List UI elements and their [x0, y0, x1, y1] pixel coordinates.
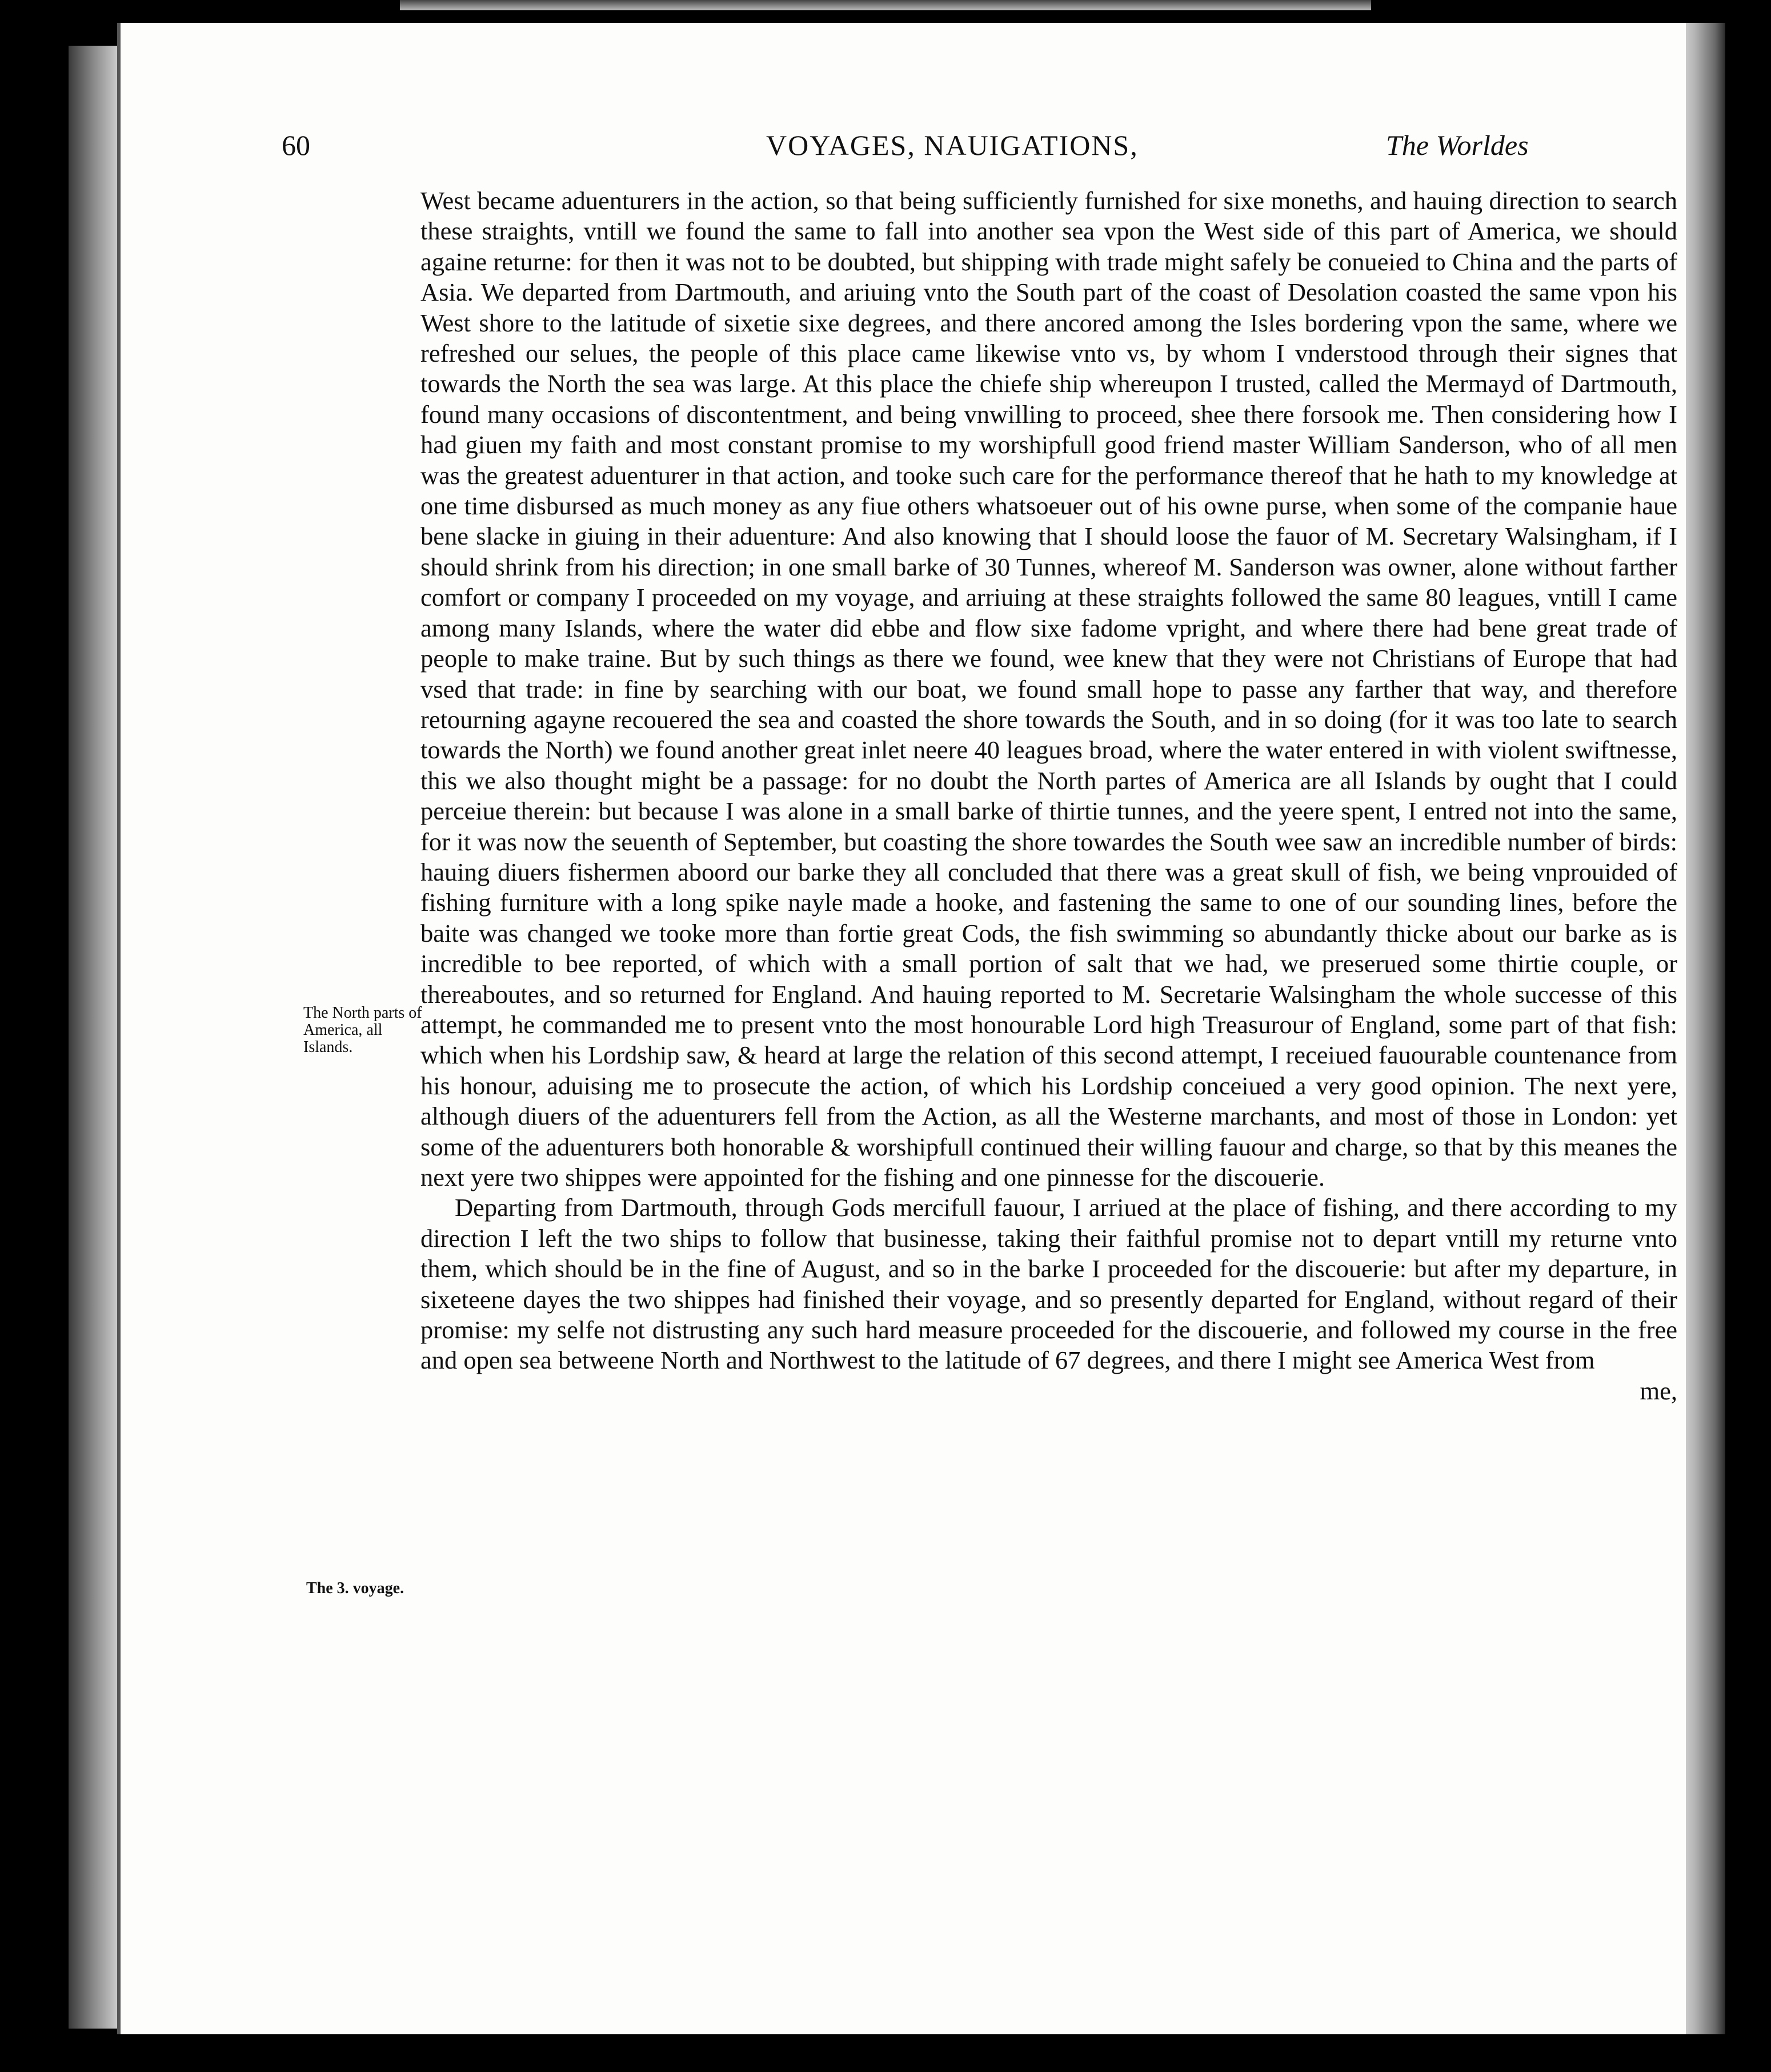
- margin-note-north-parts: The North parts of America, all Islands.: [303, 1004, 422, 1056]
- running-header: [121, 129, 1686, 174]
- running-title: VOYAGES, NAUIGATIONS,: [766, 129, 1139, 161]
- page-number: 60: [282, 129, 310, 161]
- paragraph: Departing from Dartmouth, through Gods mercifull fauour, I arriued at the place of fishing, and there according to my direction I left the two ships to follow that businesse, taking their faithful promise not to depart vntill my returne vnto them, which should be in the fine of August, and so in the barke I proceeded for the discouerie: but after my departure, in sixeteene dayes the two shippes had finished their voyage, and so presently departed for England, without regard of their promise: my selfe not distrusting any such hard measure proceeded for the discouerie, and followed my course in the free and open sea betweene North and Northwest to the latitude of 67 degrees, and there I might see America West from: [420, 1193, 1677, 1375]
- running-title-continuation: The Worldes: [1386, 129, 1529, 161]
- catchword: me,: [1640, 1376, 1677, 1405]
- page-top-edge: [400, 0, 1371, 10]
- margin-note-third-voyage: The 3. voyage.: [306, 1579, 404, 1597]
- paragraph: West became aduenturers in the action, so that being sufficiently furnished for sixe moneths, and hauing direction to search these straights, vntill we found the same to fall into another sea vpon the West side of this part of America, we should againe returne: for then it was not to be doubted, but shipping with trade might safely be conueied to China and the parts of Asia. We departed from Dartmouth, and ariuing vnto the South part of the coast of Desolation coasted the same vpon his West shore to the latitude of sixetie sixe degrees, and there ancored among the Isles bordering vpon the same, where we refreshed our selues, the people of this place came likewise vnto vs, by whom I vnderstood through their signes that towards the North the sea was large. At this place the chiefe ship whereupon I trusted, called the Mermayd of Dartmouth, found many occasions of discontentment, and being vnwilling to proceed, shee there forsook me. Then considering how I had giuen my faith and most constant promise to my worshipfull good friend master William Sanderson, who of all men was the greatest aduenturer in that action, and tooke such care for the performance thereof that he hath to my knowledge at one time disbursed as much money as any fiue others whatsoeuer out of his owne purse, when some of the companie haue bene slacke in giuing in their aduenture: And also knowing that I should loose the fauor of M. Secretary Walsingham, if I should shrink from his direction; in one small barke of 30 Tunnes, whereof M. Sanderson was owner, alone without farther comfort or company I proceeded on my voyage, and arriuing at these straights followed the same 80 leagues, vntill I came among many Islands, where the water did ebbe and flow sixe fadome vpright, and where there had bene great trade of people to make traine. But by such things as there we found, wee knew that they were not Christians of Europe that had vsed that trade: in fine by searching with our boat, we found small hope to passe any farther that way, and therefore retourning agayne recouered the sea and coasted the shore towards the South, and in so doing (for it was too late to search towards the North) we found another great inlet neere 40 leagues broad, where the water entered in with violent swiftnesse, this we also thought might be a passage: for no doubt the North partes of America are all Islands by ought that I could perceiue therein: but because I was alone in a small barke of thirtie tunnes, and the yeere spent, I entred not into the same, for it was now the seuenth of September, but coasting the shore towardes the South wee saw an incredible number of birds: hauing diuers fishermen aboord our barke they all concluded that there was a great skull of fish, we being vnprouided of fishing furniture with a long spike nayle made a hooke, and fastening the same to one of our sounding lines, before the baite was changed we tooke more than fortie great Cods, the fish swimming so abundantly thicke about our barke as is incredible to bee reported, of which with a small portion of salt that we had, we preserued some thirtie couple, or thereaboutes, and so returned for England. And hauing reported to M. Secretarie Walsingham the whole successe of this attempt, he commanded me to present vnto the most honourable Lord high Treasurour of England, some part of that fish: which when his Lordship saw, & heard at large the relation of this second attempt, I receiued fauourable countenance from his honour, aduising me to prosecute the action, of which his Lordship conceiued a very good opinion. The next yere, although diuers of the aduenturers fell from the Action, as all the Westerne marchants, and most of those in London: yet some of the aduenturers both honorable & worshipfull continued their willing fauour and charge, so that by this meanes the next yere two shippes were appointed for the fishing and one pinnesse for the discouerie.: [420, 186, 1677, 1191]
- book-page: [117, 23, 1686, 2034]
- body-text: [420, 186, 1677, 1406]
